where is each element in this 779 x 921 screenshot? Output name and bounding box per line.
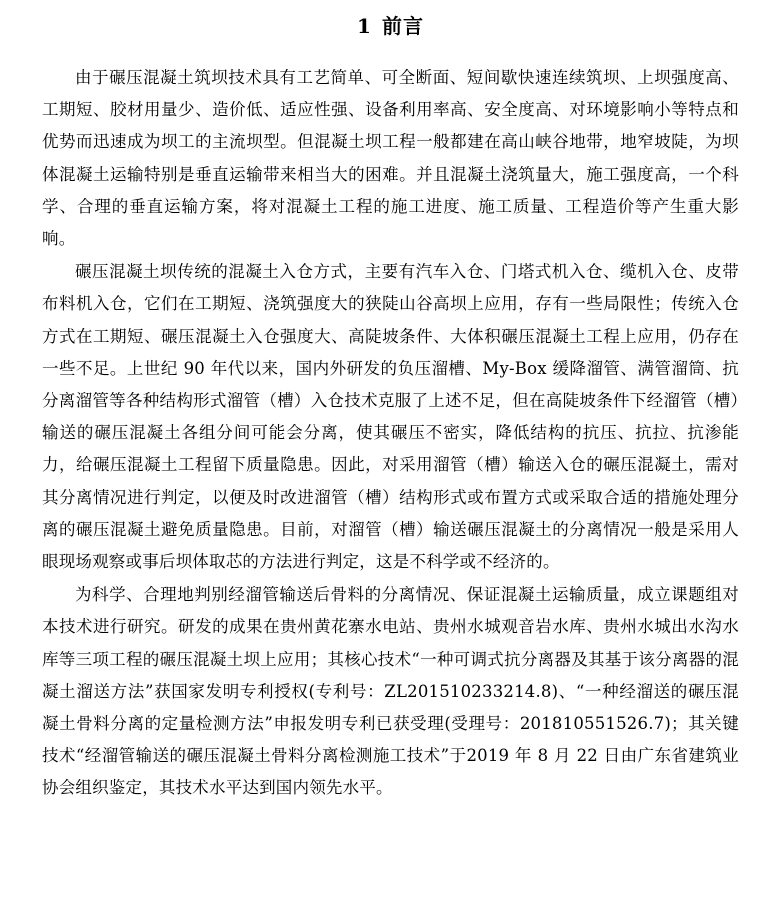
paragraph-2: 碾压混凝土坝传统的混凝土入仓方式，主要有汽车入仓、门塔式机入仓、缆机入仓、皮带布料机入仓，它们在工期短、浇筑强度大的狭陡山谷高坝上应用，存有一些局限性；传统入仓方式在工期短、碾压混凝土入仓强度大、高陡坡条件、大体积碾压混凝土工程上应用，仍存在一些不足。上世纪 90 年代以来，国内外研发的负压溜槽、My-Box 缓降溜管、满管溜筒、抗分离溜管等各种结构形式溜管（槽）入仓技术克服了上述不足，但在高陡坡条件下经溜管（槽）输送的碾压混凝土各组分间可能会分离，使其碾压不密实，降低结构的抗压、抗拉、抗渗能力，给碾压混凝土工程留下质量隐患。因此，对采用溜管（槽）输送入仓的碾压混凝土，需对其分离情况进行判定，以便及时改进溜管（槽）结构形式或布置方式或采取合适的措施处理分离的碾压混凝土避免质量隐患。目前，对溜管（槽）输送碾压混凝土的分离情况一般是采用人眼现场观察或事后坝体取芯的方法进行判定，这是不科学或不经济的。 (42, 262, 739, 572)
page-title-text: 前言 (381, 14, 424, 38)
paragraph-1: 由于碾压混凝土筑坝技术具有工艺简单、可全断面、短间歇快速连续筑坝、上坝强度高、工期短、胶材用量少、造价低、适应性强、设备利用率高、安全度高、对环境影响小等特点和优势而迅速成为坝工的主流坝型。但混凝土坝工程一般都建在高山峡谷地带，地窄坡陡，为坝体混凝土运输特别是垂直运输带来相当大的困难。并且混凝土浇筑量大，施工强度高，一个科学、合理的垂直运输方案，将对混凝土工程的施工进度、施工质量、工程造价等产生重大影响。 (42, 68, 739, 249)
paragraph-3: 为科学、合理地判别经溜管输送后骨料的分离情况、保证混凝土运输质量，成立课题组对本技术进行研究。研发的成果在贵州黄花寨水电站、贵州水城观音岩水库、贵州水城出水沟水库等三项工程的碾压混凝土坝上应用；其核心技术“一种可调式抗分离器及其基于该分离器的混凝土溜送方法”获国家发明专利授权(专利号：ZL201510233214.8)、“一种经溜送的碾压混凝土骨料分离的定量检测方法”申报发明专利已获受理(受理号：201810551526.7)；其关键技术“经溜管输送的碾压混凝土骨料分离检测施工技术”于2019 年 8 月 22 日由广东省建筑业协会组织鉴定，其技术水平达到国内领先水平。 (42, 585, 739, 798)
page-title-number: 1 (357, 14, 372, 38)
page-title (42, 12, 739, 40)
